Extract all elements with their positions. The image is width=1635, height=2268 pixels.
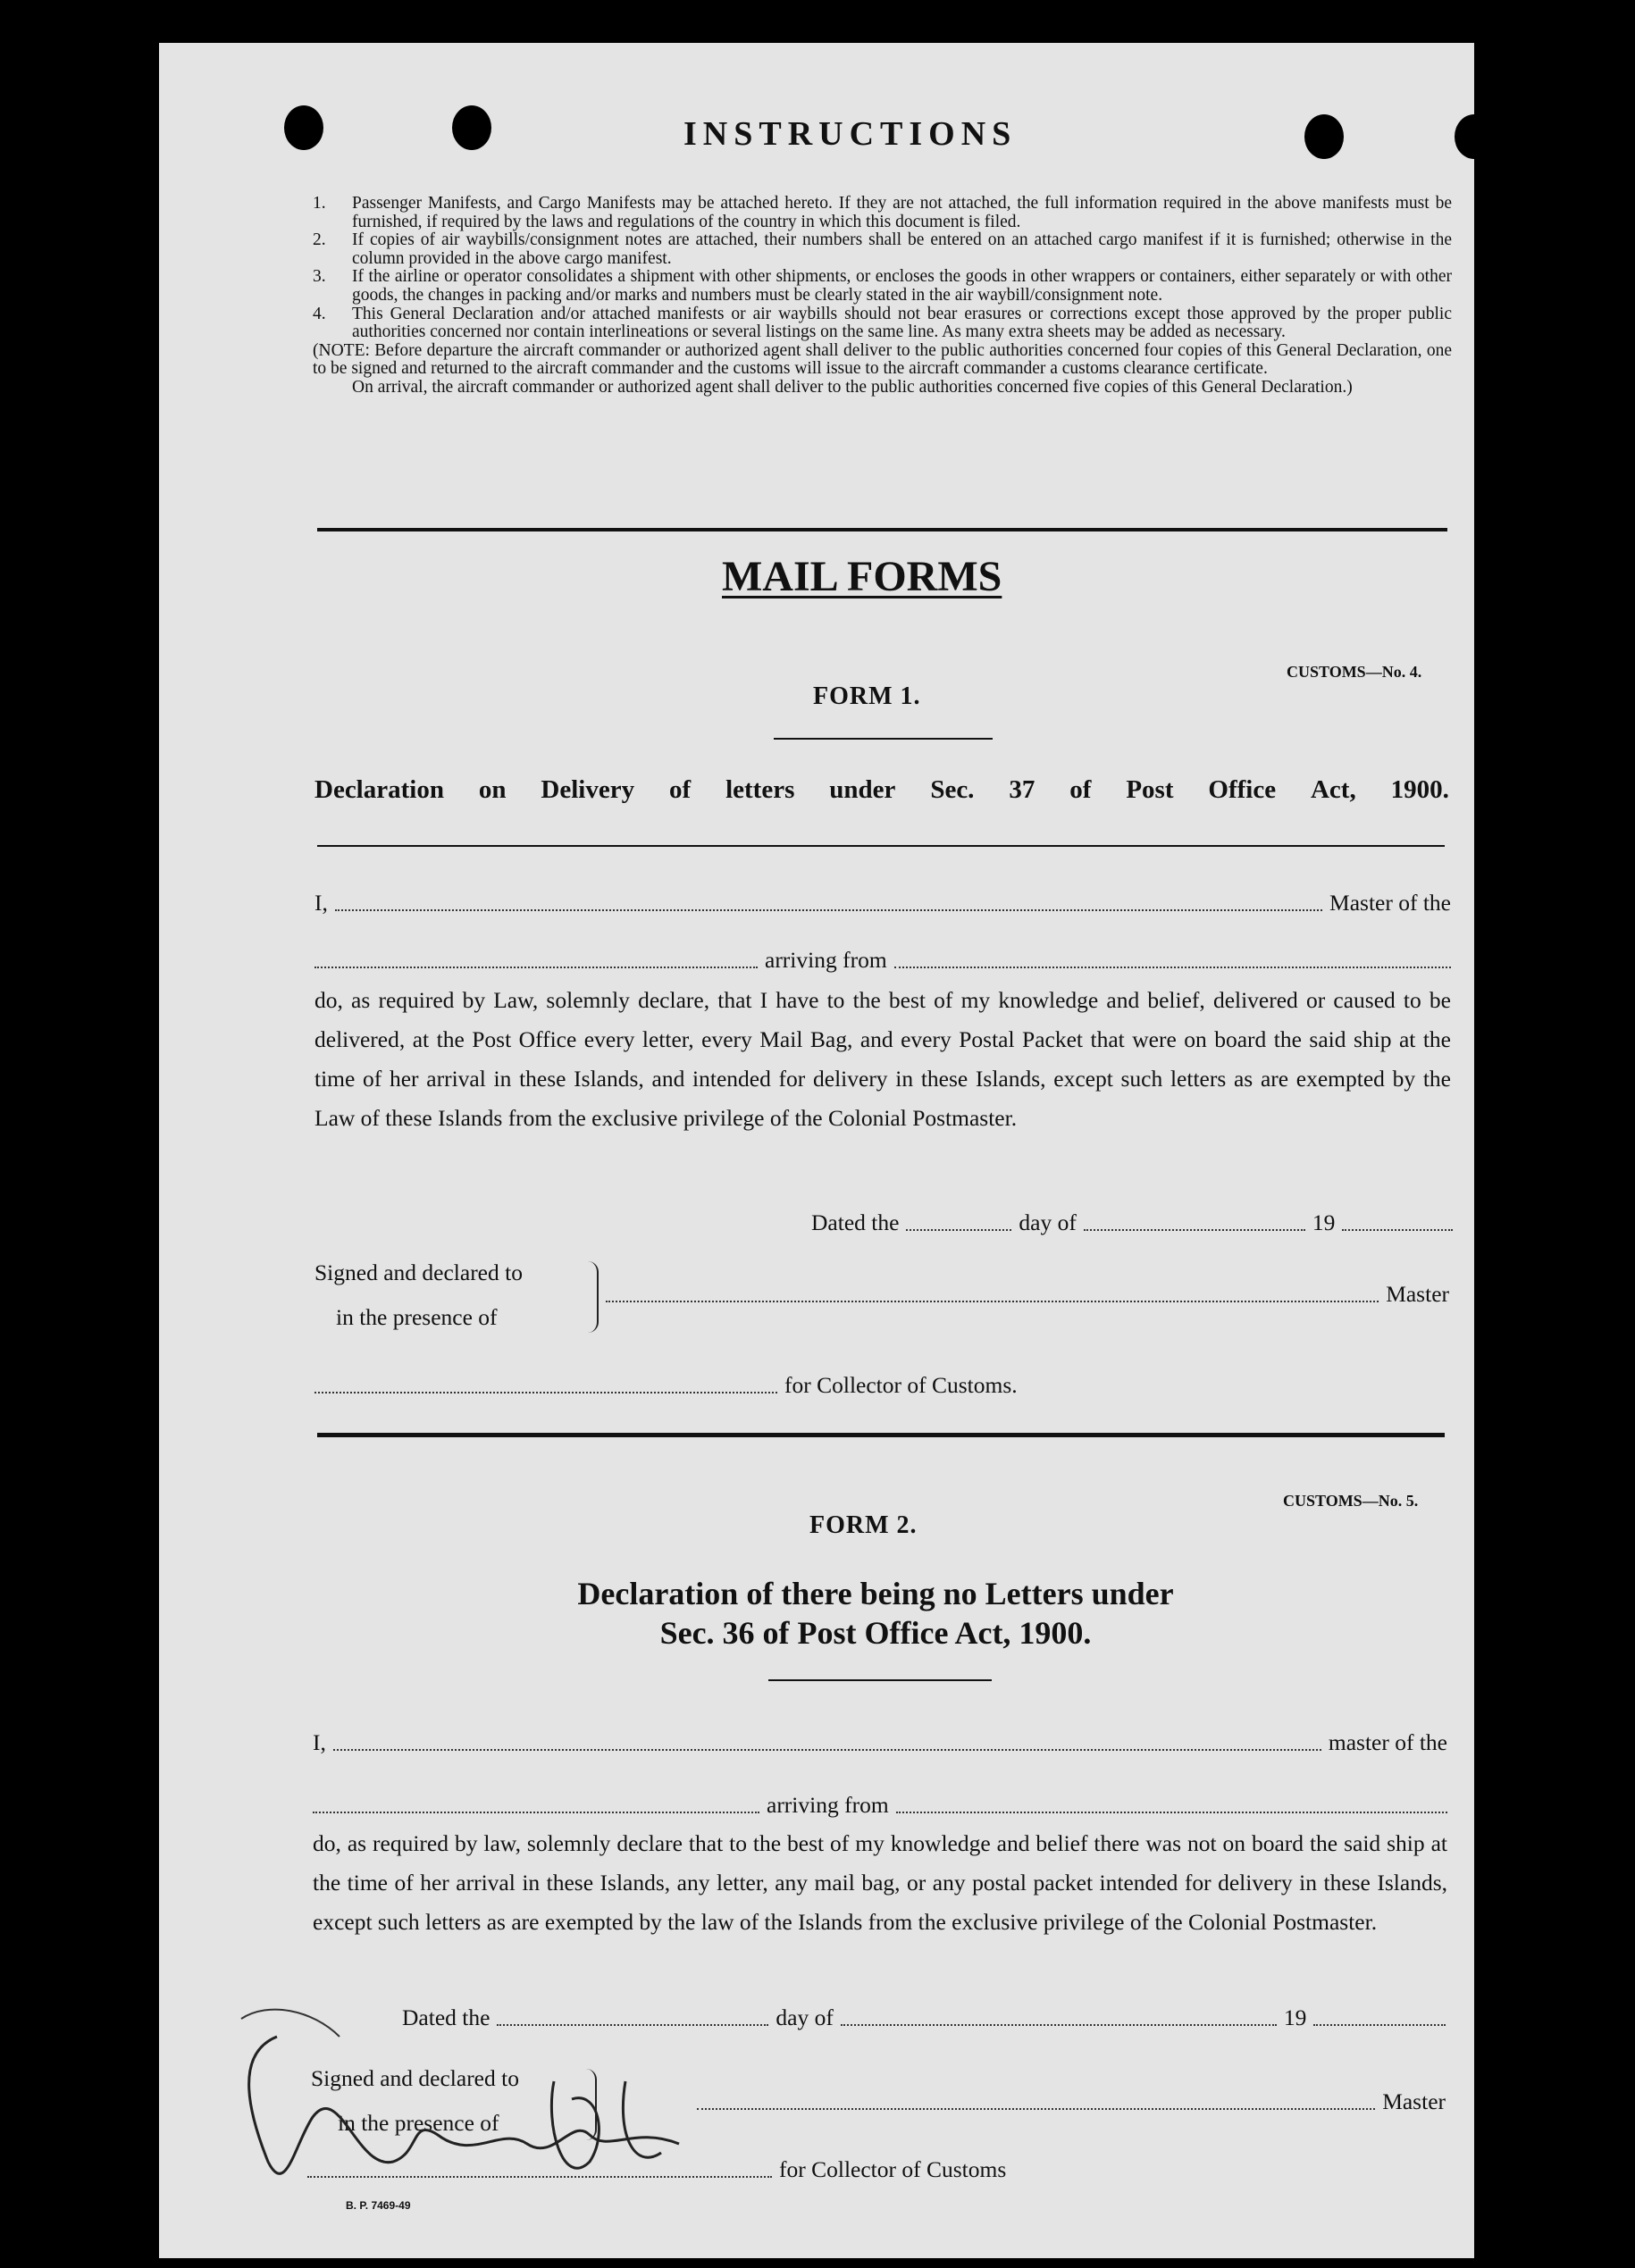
name-blank-field[interactable] bbox=[333, 1749, 1321, 1751]
label-arriving-from: arriving from bbox=[767, 1792, 889, 1818]
title-word: 1900. bbox=[1390, 775, 1449, 804]
year-blank-field[interactable] bbox=[1313, 2024, 1446, 2026]
form1-master-line bbox=[606, 1281, 1449, 1308]
form2-master-line bbox=[697, 2088, 1446, 2115]
instruction-text: This General Declaration and/or attached manifests or air waybills should not bear erasures or corrections except those approved by the proper public authorities concerned nor contain interlineations or several listings on the same line. As many extra sheets may be added as necessary. bbox=[352, 304, 1452, 342]
instruction-text: If the airline or operator consolidates a shipment with other shipments, or encloses the goods in other wrappers or containers, either separately or with other goods, the changes in packing and/or marks and numbers must be clearly stated in the air waybill/consignment note. bbox=[352, 267, 1452, 305]
label-master-of-the: Master of the bbox=[1329, 890, 1451, 916]
month-blank-field[interactable] bbox=[841, 2024, 1277, 2026]
label-dated-the: Dated the bbox=[402, 2004, 490, 2030]
thin-divider bbox=[317, 845, 1445, 847]
instructions-title: INSTRUCTIONS bbox=[683, 115, 1018, 153]
master-signature-field[interactable] bbox=[606, 1301, 1379, 1302]
instruction-number: 3. bbox=[313, 267, 326, 287]
heading-underline bbox=[768, 1679, 992, 1681]
label-dated-the: Dated the bbox=[811, 1209, 900, 1235]
punch-hole bbox=[1455, 114, 1494, 159]
label-i: I, bbox=[314, 890, 328, 916]
label-collector: for Collector of Customs. bbox=[784, 1372, 1018, 1398]
year-blank-field[interactable] bbox=[1342, 1229, 1453, 1231]
form1-declaration-title bbox=[314, 775, 1449, 805]
master-signature-field[interactable] bbox=[697, 2108, 1375, 2110]
presence-label: in the presence of bbox=[336, 1304, 498, 1330]
instruction-item bbox=[313, 195, 1452, 231]
section-divider bbox=[317, 1433, 1445, 1437]
mail-forms-title: MAIL FORMS bbox=[722, 553, 1002, 600]
title-word: of bbox=[669, 775, 692, 804]
brace bbox=[584, 1261, 599, 1333]
handwritten-signature bbox=[214, 1983, 750, 2215]
instruction-number: 1. bbox=[313, 194, 326, 213]
instruction-note-continued: On arrival, the aircraft commander or authorized agent shall deliver to the public authorities concerned five copies of this General Declaration.) bbox=[352, 377, 1353, 397]
form-heading: FORM 2. bbox=[809, 1511, 918, 1539]
title-word: Post bbox=[1126, 775, 1174, 804]
customs-number: CUSTOMS—No. 5. bbox=[1283, 1492, 1419, 1510]
instructions-list bbox=[313, 195, 1452, 398]
instruction-text: If copies of air waybills/consignment notes are attached, their numbers shall be entered on an attached cargo manifest if it is furnished; otherwise in the column provided in the above cargo manifest. bbox=[352, 230, 1452, 268]
date-blank-field[interactable] bbox=[906, 1229, 1011, 1231]
signed-label: Signed and declared to bbox=[311, 2065, 519, 2091]
instruction-item bbox=[313, 305, 1452, 342]
instruction-text: Passenger Manifests, and Cargo Manifests may be attached hereto. If they are not attached, the full information required in the above manifests must be furnished, if required by the laws and regulations of the country in which this document is filed. bbox=[352, 194, 1452, 231]
label-i: I, bbox=[313, 1729, 326, 1755]
label-day-of: day of bbox=[776, 2004, 834, 2030]
section-divider bbox=[317, 528, 1447, 531]
heading-underline bbox=[774, 738, 993, 740]
label-arriving-from: arriving from bbox=[765, 947, 887, 973]
title-line: Sec. 36 of Post Office Act, 1900. bbox=[659, 1615, 1092, 1651]
form1-declaration-paragraph: do, as required by Law, solemnly declare, that I have to the best of my knowledge and belief, delivered or caused to be delivered, at the Post Office every letter, every Mail Bag, and every Postal Packet that were on board the said ship at the time of her arrival in these Islands, and intended for delivery in these Islands, except such letters as are exempted by the Law of these Islands from the exclusive privilege of the Colonial Postmaster. bbox=[314, 987, 1451, 1131]
title-word: on bbox=[478, 775, 507, 804]
ship-blank-field[interactable] bbox=[314, 967, 758, 968]
form2-name-line bbox=[313, 1729, 1447, 1756]
form2-declaration-title bbox=[447, 1574, 1304, 1653]
instruction-item bbox=[313, 268, 1452, 305]
label-master: Master bbox=[1386, 1281, 1449, 1307]
month-blank-field[interactable] bbox=[1084, 1229, 1305, 1231]
name-blank-field[interactable] bbox=[335, 909, 1322, 911]
origin-blank-field[interactable] bbox=[896, 1812, 1447, 1813]
title-word: letters bbox=[725, 775, 795, 804]
instruction-note: (NOTE: Before departure the aircraft commander or authorized agent shall deliver to the public authorities concerned four copies of this General Declaration, one to be signed and returned to the aircraft commander and the customs will issue to the aircraft commander a customs clearance certificate. bbox=[313, 340, 1452, 379]
punch-hole bbox=[284, 105, 323, 150]
presence-label: in the presence of bbox=[338, 2110, 499, 2136]
form1-collector-line bbox=[314, 1372, 1083, 1399]
collector-signature-field[interactable] bbox=[314, 1392, 777, 1393]
label-year: 19 bbox=[1283, 2004, 1307, 2030]
label-master: Master bbox=[1382, 2088, 1446, 2114]
ship-blank-field[interactable] bbox=[313, 1812, 759, 1813]
title-word: Office bbox=[1208, 775, 1277, 804]
form-heading: FORM 1. bbox=[813, 682, 921, 710]
label-collector: for Collector of Customs bbox=[779, 2156, 1007, 2182]
punch-hole bbox=[452, 105, 491, 150]
title-word: Sec. bbox=[930, 775, 975, 804]
origin-blank-field[interactable] bbox=[894, 967, 1451, 968]
title-word: Act, bbox=[1310, 775, 1356, 804]
instruction-number: 2. bbox=[313, 230, 326, 250]
form1-name-line bbox=[314, 890, 1451, 916]
title-word: 37 bbox=[1009, 775, 1036, 804]
title-word: Declaration bbox=[314, 775, 444, 804]
form2-ship-line bbox=[313, 1792, 1447, 1819]
form2-declaration-paragraph: do, as required by law, solemnly declare that to the best of my knowledge and belief there was not on board the said ship at the time of her arrival in these Islands, any letter, any mail bag, or any postal packet intended for delivery in these Islands, except such letters as are exempted by the law of the Islands from the exclusive privilege of the Colonial Postmaster. bbox=[313, 1830, 1447, 1935]
form1-ship-line bbox=[314, 947, 1451, 974]
title-word: under bbox=[829, 775, 896, 804]
title-line: Declaration of there being no Letters under bbox=[577, 1576, 1174, 1611]
title-word: of bbox=[1069, 775, 1092, 804]
instruction-number: 4. bbox=[313, 304, 326, 323]
label-master-of-the: master of the bbox=[1328, 1729, 1447, 1755]
signed-label: Signed and declared to bbox=[314, 1260, 523, 1285]
punch-hole bbox=[1304, 114, 1344, 159]
title-word: Delivery bbox=[541, 775, 635, 804]
customs-number: CUSTOMS—No. 4. bbox=[1287, 663, 1422, 681]
form-code: B. P. 7469-49 bbox=[346, 2199, 411, 2212]
instruction-item bbox=[313, 231, 1452, 268]
label-year: 19 bbox=[1312, 1209, 1336, 1235]
form1-dated-line bbox=[811, 1209, 1453, 1236]
label-day-of: day of bbox=[1019, 1209, 1077, 1235]
